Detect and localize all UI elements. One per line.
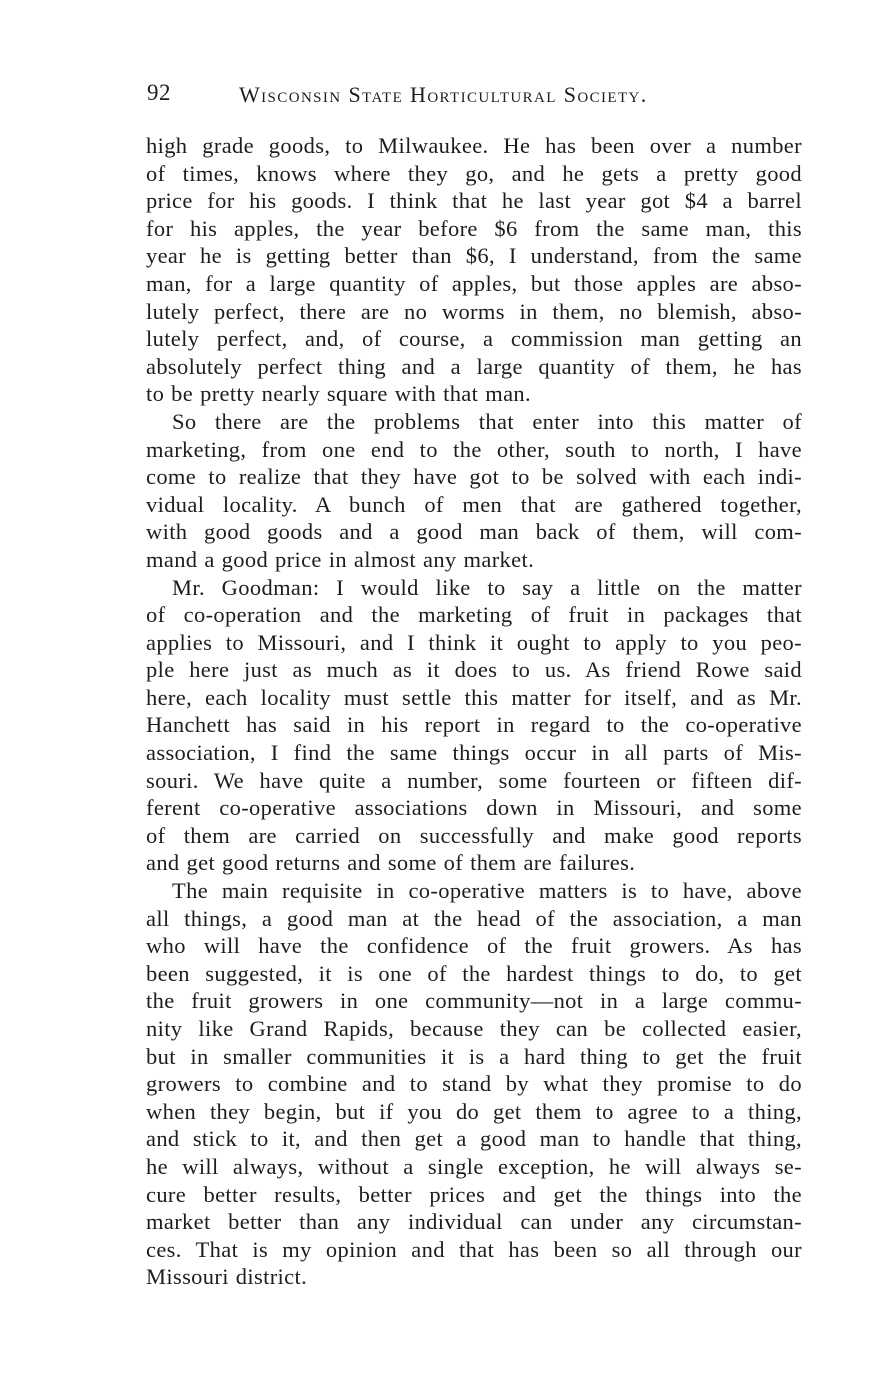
text-line: and stick to it, and then get a good man to handle that thing, <box>146 1126 802 1152</box>
page-number: 92 <box>147 80 171 105</box>
page-header <box>147 80 807 114</box>
text-line: Hanchett has said in his report in regard to the co-operative <box>146 712 802 738</box>
text-line: when they begin, but if you do get them to agree to a thing, <box>146 1098 802 1124</box>
text-line: high grade goods, to Milwaukee. He has been over a number <box>146 133 802 158</box>
text-line: of them are carried on successfully and make good reports <box>146 822 802 848</box>
text-line: lutely perfect, and, of course, a commission man getting an <box>146 326 802 352</box>
text-line: The main requisite in co-operative matters is to have, above <box>172 878 802 904</box>
text-line: ple here just as much as it does to us. As friend Rowe said <box>146 657 802 683</box>
text-line: applies to Missouri, and I think it ought to apply to you peo- <box>146 629 802 655</box>
text-line: price for his goods. I think that he last year got $4 a barrel <box>146 188 802 214</box>
text-line: nity like Grand Rapids, because they can be collected easier, <box>146 1016 802 1041</box>
text-line: association, I find the same things occur in all parts of Mis- <box>146 740 802 766</box>
text-line: marketing, from one end to the other, south to north, I have <box>146 436 802 462</box>
text-line: for his apples, the year before $6 from the same man, this <box>146 215 802 241</box>
text-line: but in smaller communities it is a hard thing to get the fruit <box>146 1043 802 1069</box>
text-line: man, for a large quantity of apples, but those apples are abso- <box>146 270 802 296</box>
text-line: all things, a good man at the head of the association, a man <box>146 905 802 931</box>
text-line: and get good returns and some of them are failures. <box>146 850 636 876</box>
running-title: Wisconsin State Horticultural Society. <box>239 82 648 107</box>
text-line: absolutely perfect thing and a large quantity of them, he has <box>146 353 802 379</box>
text-line: vidual locality. A bunch of men that are gathered together, <box>146 491 802 517</box>
text-line: been suggested, it is one of the hardest things to do, to get <box>146 960 802 986</box>
text-line: with good goods and a good man back of them, will com- <box>146 519 802 545</box>
text-line: Missouri district. <box>146 1264 308 1290</box>
text-line: cure better results, better prices and get the things into the <box>146 1181 802 1207</box>
text-line: year he is getting better than $6, I understand, from the same <box>146 243 802 269</box>
text-line: Mr. Goodman: I would like to say a little on the matter <box>172 574 802 600</box>
text-line: who will have the confidence of the fruit growers. As has <box>146 933 802 959</box>
text-line: ces. That is my opinion and that has been so all through our <box>146 1236 802 1262</box>
text-line: come to realize that they have got to be solved with each indi- <box>146 464 802 490</box>
text-line: here, each locality must settle this matter for itself, and as Mr. <box>146 684 802 710</box>
text-line: of times, knows where they go, and he gets a pretty good <box>146 160 802 186</box>
text-line: So there are the problems that enter into this matter of <box>172 408 802 434</box>
body-text <box>146 132 802 1291</box>
text-line: to be pretty nearly square with that man. <box>146 381 531 407</box>
text-line: ferent co-operative associations down in Missouri, and some <box>146 795 802 821</box>
text-line: souri. We have quite a number, some fourteen or fifteen dif- <box>146 767 802 793</box>
text-line: the fruit growers in one community—not in a large commu- <box>146 988 802 1014</box>
text-line: of co-operation and the marketing of fruit in packages that <box>146 602 802 628</box>
text-line: he will always, without a single exception, he will always se- <box>146 1153 802 1179</box>
text-line: market better than any individual can under any circumstan- <box>146 1209 802 1235</box>
text-line: lutely perfect, there are no worms in them, no blemish, abso- <box>146 298 802 324</box>
text-line: growers to combine and to stand by what they promise to do <box>146 1071 802 1097</box>
text-line: mand a good price in almost any market. <box>146 546 535 572</box>
